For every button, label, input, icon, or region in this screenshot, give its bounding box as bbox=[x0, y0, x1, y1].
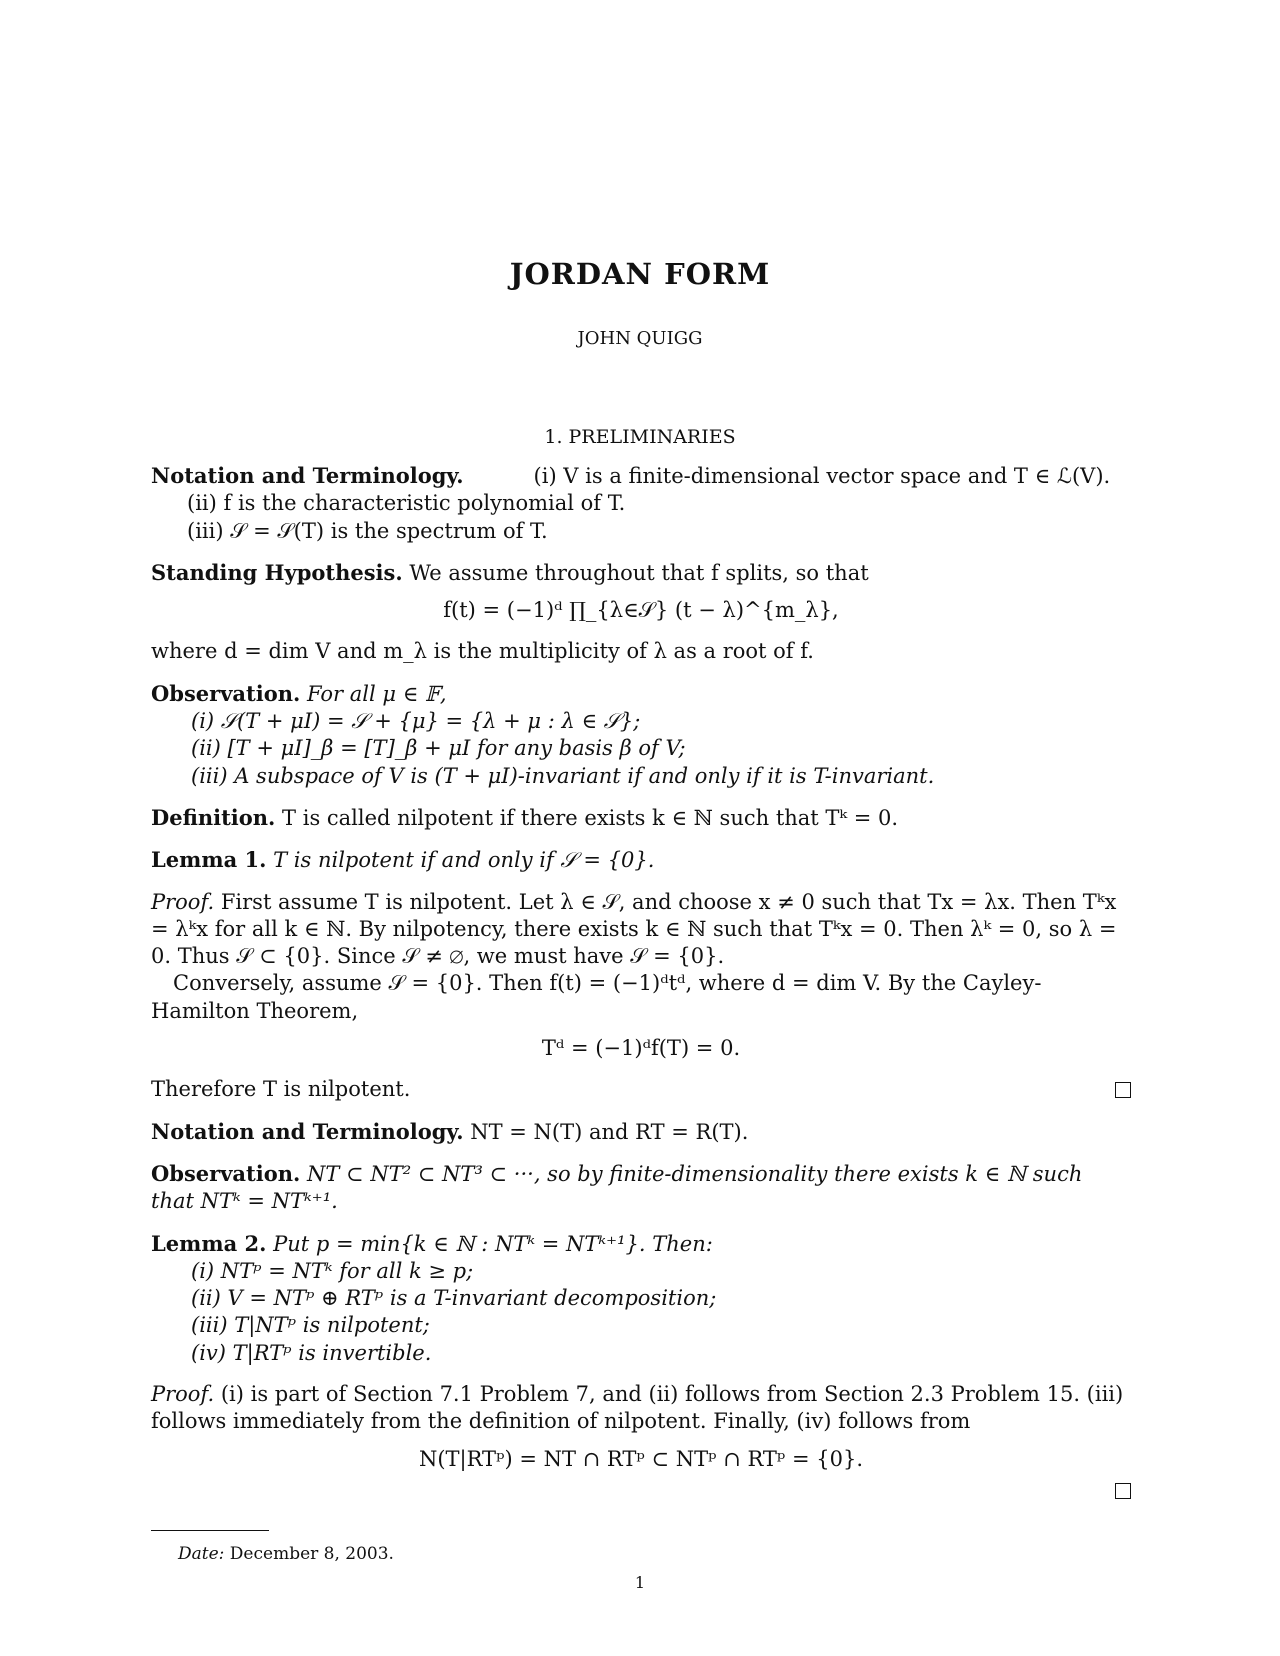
definition-head: Definition. bbox=[151, 804, 276, 830]
observation-2-text: NT ⊂ NT² ⊂ NT³ ⊂ ···, so by finite-dimensionality there exists k ∈ ℕ such that NTᵏ = NTᵏ⁺¹. bbox=[151, 1161, 1083, 1214]
cayley-hamilton-formula: Tᵈ = (−1)ᵈf(T) = 0. bbox=[541, 1036, 741, 1061]
observation-item-2: (ii) [T + μI]_β = [T]_β + μI for any basis β of V; bbox=[191, 736, 686, 761]
observation-lead: For all μ ∈ 𝔽, bbox=[306, 681, 447, 706]
observation-block-1 bbox=[151, 680, 1131, 790]
lemma-1-head: Lemma 1. bbox=[151, 847, 267, 873]
proof-1 bbox=[151, 889, 1131, 1104]
notation-item-2: (ii) f is the characteristic polynomial of T. bbox=[187, 491, 626, 516]
proof-1-end: Therefore T is nilpotent. bbox=[151, 1077, 411, 1102]
lemma-2-head: Lemma 2. bbox=[151, 1230, 267, 1256]
qed-square-icon bbox=[1115, 1483, 1131, 1499]
notation-head: Notation and Terminology. bbox=[151, 463, 464, 488]
standing-head: Standing Hypothesis. bbox=[151, 559, 403, 585]
footnote-rule bbox=[151, 1530, 269, 1531]
proof-1-p1: First assume T is nilpotent. Let λ ∈ 𝒮, and choose x ≠ 0 such that Tx = λx. Then Tᵏx = λᵏx for all k ∈ ℕ. By nilpotency, there exists k ∈ ℕ such that Tᵏx = 0. Then λᵏ = 0, so λ = 0. Thus 𝒮 ⊂ {0}. Since 𝒮 ≠ ∅, we must have 𝒮 = {0}. bbox=[151, 889, 1117, 969]
paper-title: JORDAN FORM bbox=[509, 257, 771, 291]
footnote bbox=[178, 1543, 394, 1565]
proof-2 bbox=[151, 1381, 1131, 1499]
author: JOHN QUIGG bbox=[577, 328, 703, 349]
observation-block-2 bbox=[151, 1160, 1131, 1216]
notation-item-3: (iii) 𝒮 = 𝒮(T) is the spectrum of T. bbox=[187, 518, 548, 543]
standing-after: where d = dim V and m_λ is the multiplicity of λ as a root of f. bbox=[151, 639, 814, 664]
lemma-2-lead: Put p = min{k ∈ ℕ : NTᵏ = NTᵏ⁺¹}. Then: bbox=[273, 1231, 713, 1256]
definition-block bbox=[151, 804, 1131, 832]
proof-1-p2: Conversely, assume 𝒮 = {0}. Then f(t) = (−1)ᵈtᵈ, where d = dim V. By the Cayley-Hamilton Theorem, bbox=[151, 971, 1042, 1023]
lemma-2-item-3: (iii) T|NTᵖ is nilpotent; bbox=[191, 1313, 430, 1338]
lemma-1-text: T is nilpotent if and only if 𝒮 = {0}. bbox=[273, 848, 655, 873]
notation-item-1: (i) V is a finite-dimensional vector space and T ∈ ℒ(V). bbox=[533, 464, 1111, 488]
proof-2-text: (i) is part of Section 7.1 Problem 7, and (ii) follows from Section 2.3 Problem 15. (iii) follows immediately from the definition of nilpotent. Finally, (iv) follows from bbox=[151, 1382, 1124, 1434]
observation-2-head: Observation. bbox=[151, 1160, 301, 1186]
notation-block-2 bbox=[151, 1118, 1131, 1146]
lemma-2-item-1: (i) NTᵖ = NTᵏ for all k ≥ p; bbox=[191, 1258, 474, 1283]
kernel-formula: N(T|RTᵖ) = NT ∩ RTᵖ ⊂ NTᵖ ∩ RTᵖ = {0}. bbox=[418, 1446, 864, 1471]
footnote-text: December 8, 2003. bbox=[229, 1544, 394, 1564]
standing-text: We assume throughout that f splits, so that bbox=[409, 560, 869, 585]
paper-body bbox=[151, 462, 1131, 1513]
lemma-1 bbox=[151, 846, 1131, 874]
observation-head: Observation. bbox=[151, 680, 301, 706]
notation-2-head: Notation and Terminology. bbox=[151, 1118, 464, 1144]
proof-1-head: Proof. bbox=[151, 889, 215, 914]
footnote-label: Date: bbox=[178, 1544, 225, 1564]
notation-block-1 bbox=[151, 462, 1131, 545]
observation-item-1: (i) 𝒮(T + μI) = 𝒮 + {μ} = {λ + μ : λ ∈ 𝒮}; bbox=[191, 709, 641, 734]
standing-hypothesis bbox=[151, 559, 1131, 666]
page-number: 1 bbox=[634, 1573, 646, 1592]
qed-square-icon bbox=[1115, 1082, 1131, 1098]
definition-text: T is called nilpotent if there exists k ∈ ℕ such that Tᵏ = 0. bbox=[282, 805, 899, 830]
lemma-2 bbox=[151, 1230, 1131, 1367]
characteristic-polynomial-formula: f(t) = (−1)ᵈ ∏_{λ∈𝒮} (t − λ)^{m_λ}, bbox=[443, 598, 839, 623]
proof-2-head: Proof. bbox=[151, 1382, 215, 1407]
notation-2-text: NT = N(T) and RT = R(T). bbox=[470, 1119, 749, 1144]
lemma-2-item-4: (iv) T|RTᵖ is invertible. bbox=[191, 1340, 432, 1365]
observation-item-3: (iii) A subspace of V is (T + μI)-invariant if and only if it is T-invariant. bbox=[191, 763, 935, 788]
lemma-2-item-2: (ii) V = NTᵖ ⊕ RTᵖ is a T-invariant decomposition; bbox=[191, 1286, 717, 1311]
section-heading: 1. PRELIMINARIES bbox=[544, 426, 736, 448]
